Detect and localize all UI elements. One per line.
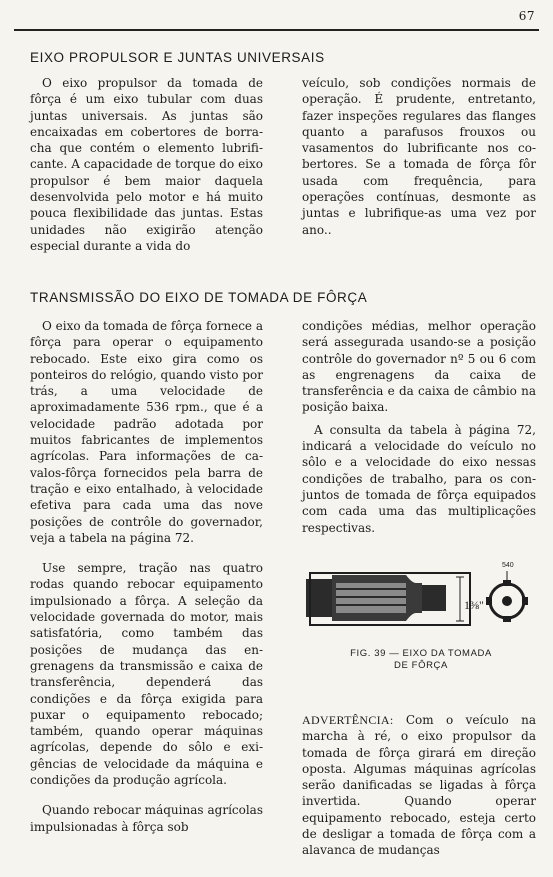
caption-line: FIG. 39 — EIXO DA TOMADA: [350, 648, 492, 659]
section1-left-column: [30, 75, 263, 254]
section-heading-propeller-shaft: EIXO PROPULSOR E JUNTAS UNIVERSAIS: [30, 50, 325, 65]
section2-left-column: [30, 318, 263, 835]
warning-paragraph: [302, 712, 536, 859]
page-number: 67: [518, 9, 535, 23]
angle-label: 540: [502, 562, 514, 569]
caption-line: DE FÔRÇA: [394, 660, 448, 671]
paragraph: veículo, sob condições normais de operação. É prudente, entretanto, fazer inspeções regulares das flanges quanto a parafusos frouxos ou vasamentos do lubrificante nos cobertores. Se a tomada de fôrça fôr usada com frequência, para operações contínuas, desmonte as juntas e lubrifique-as uma vez por ano..: [302, 76, 536, 237]
warning-title: ADVERTÊNCIA:: [302, 713, 394, 727]
paragraph: Use sempre, tração nas quatro rodas quando rebocar equipamento impulsionado a fôrça. A seleção da velocidade governada do motor, mais satisfatória, como também das posições de mudança das engrenagens da transmissão e caixa de transferência, dependerá das condições e da fôrça exigida para puxar o equipamento rebocado; também, quando operar máquinas agrícolas, depende do sôlo e exigências de velocidade da máquina e condições da produção agrícola.: [30, 561, 263, 788]
header-rule: [14, 29, 539, 31]
paragraph: condições médias, melhor operação será assegurada usando-se a posição contrôle do governador nº 5 ou 6 com as engrenagens da caixa de transferência e da caixa de câmbio na posição baixa.: [302, 319, 536, 415]
paragraph: O eixo propulsor da tomada de fôrça é um eixo tubular com duas juntas universais. As juntas são encaixadas em cobertores de borracha que contém o elemento lubrificante. A capacidade de torque do eixo propulsor é bem maior daquela desenvolvida pelo motor e há muito pouca flexibilidade das juntas. Estas unidades não exigirão atenção especial durante a vida do: [30, 76, 263, 253]
section1-right-column: [302, 75, 536, 238]
paragraph: A consulta da tabela à página 72, indicará a velocidade do veículo no sôlo e a velocidade do eixo nessas condições de trabalho, para os conjuntos de tomada de fôrça equipados com cada uma das multiplicações respectivas.: [302, 422, 536, 535]
paragraph: O eixo da tomada de fôrça fornece a fôrça para operar o equipamento rebocado. Este eixo gira como os ponteiros do relógio, quando visto por trás, a uma velocidade de aproximadamente 536 rpm., que é a velocidade padrão adotada por muitos fabricantes de implementos agrícolas. Para informações de cavalos-fôrça fornecidos pela barra de tração e eixo entalhado, à velocidade efetiva para cada uma das nove posições de contrôle do governador, veja a tabela na página 72.: [30, 319, 263, 545]
figure-caption: [302, 648, 540, 672]
paragraph: Quando rebocar máquinas agrícolas impulsionadas à fôrça sob: [30, 803, 263, 834]
warning-body: Com o veículo na marcha à ré, o eixo propulsor da tomada de fôrça girará em direção oposta. Algumas máquinas agrícolas serão danificadas se ligadas à fôrça invertida. Quando operar equipamento rebocado, esteja certo de desligar a tomada de fôrça com a alavanca de mudanças: [302, 713, 536, 858]
pto-shaft-drawing: [302, 553, 540, 643]
section2-right-column: [302, 318, 536, 536]
section-heading-pto-transmission: TRANSMISSÃO DO EIXO DE TOMADA DE FÔRÇA: [30, 290, 368, 305]
dimension-label: 1⅜": [464, 598, 484, 612]
pto-shaft-figure: [302, 553, 540, 643]
warning-block: [302, 712, 536, 859]
